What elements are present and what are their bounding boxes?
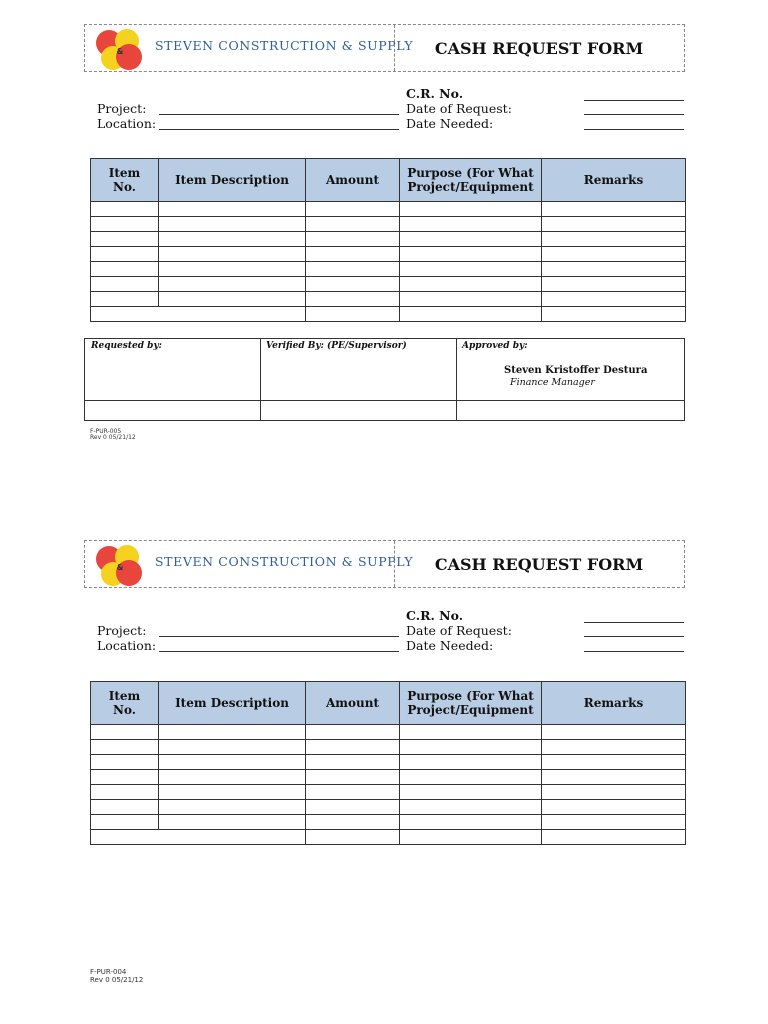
cell-amount[interactable] <box>306 770 400 785</box>
cell-purpose[interactable] <box>400 725 542 740</box>
cell-purpose[interactable] <box>400 232 542 247</box>
table-row <box>91 217 686 232</box>
table-row <box>91 785 686 800</box>
table-row <box>91 740 686 755</box>
cell-purpose[interactable] <box>400 217 542 232</box>
header-item-description: Item Description <box>159 682 306 725</box>
cell-amount[interactable] <box>306 725 400 740</box>
cell-description[interactable] <box>159 217 306 232</box>
table-row <box>91 262 686 277</box>
cell-item-no[interactable] <box>91 262 159 277</box>
location-field[interactable] <box>159 651 399 652</box>
date-of-request-label: Date of Request: <box>406 101 512 116</box>
cell-item-no[interactable] <box>91 815 159 830</box>
cell-item-no[interactable] <box>91 725 159 740</box>
cr-no-label: C.R. No. <box>406 86 464 101</box>
header-item-no: Item No. <box>91 682 159 725</box>
table-header-row <box>91 682 686 725</box>
project-field[interactable] <box>159 114 399 115</box>
total-row <box>91 830 686 845</box>
date-needed-label: Date Needed: <box>406 116 494 131</box>
cell-total-remarks <box>542 307 686 322</box>
header-purpose: Purpose (For What Project/Equipment <box>400 159 542 202</box>
signature-block <box>84 338 685 421</box>
cell-description[interactable] <box>159 232 306 247</box>
cell-item-no[interactable] <box>91 217 159 232</box>
cell-remarks[interactable] <box>542 217 686 232</box>
table-row <box>91 755 686 770</box>
table-row <box>91 277 686 292</box>
location-label: Location: <box>97 638 157 653</box>
cell-purpose[interactable] <box>400 262 542 277</box>
date-needed-field[interactable] <box>584 129 684 130</box>
project-label: Project: <box>97 623 147 638</box>
approver-name: Steven Kristoffer Destura <box>504 365 648 376</box>
cell-total-label <box>91 830 306 845</box>
svg-text:&: & <box>116 47 124 56</box>
cell-amount[interactable] <box>306 262 400 277</box>
header-amount: Amount <box>306 159 400 202</box>
cell-purpose[interactable] <box>400 770 542 785</box>
verified-by-label: Verified By: (PE/Supervisor) <box>266 341 407 351</box>
cell-amount[interactable] <box>306 785 400 800</box>
cell-remarks[interactable] <box>542 202 686 217</box>
cell-amount[interactable] <box>306 292 400 307</box>
cell-description[interactable] <box>159 247 306 262</box>
cell-purpose[interactable] <box>400 202 542 217</box>
cell-remarks[interactable] <box>542 740 686 755</box>
sig-line <box>85 400 684 401</box>
cell-amount[interactable] <box>306 755 400 770</box>
company-logo <box>91 27 149 71</box>
form-title: CASH REQUEST FORM <box>434 39 644 58</box>
cell-remarks[interactable] <box>542 770 686 785</box>
table-header-row <box>91 159 686 202</box>
approver-title: Finance Manager <box>510 377 595 388</box>
cell-purpose[interactable] <box>400 755 542 770</box>
company-name: STEVEN CONSTRUCTION & SUPPLY <box>155 554 414 569</box>
table-row <box>91 815 686 830</box>
cell-purpose[interactable] <box>400 800 542 815</box>
cell-total-amount[interactable] <box>306 307 400 322</box>
cell-amount[interactable] <box>306 277 400 292</box>
header-remarks: Remarks <box>542 682 686 725</box>
cell-amount[interactable] <box>306 800 400 815</box>
cell-item-no[interactable] <box>91 202 159 217</box>
cr-no-field[interactable] <box>584 100 684 101</box>
cell-purpose[interactable] <box>400 247 542 262</box>
cell-total-purpose <box>400 307 542 322</box>
company-logo <box>91 543 149 587</box>
items-table <box>90 681 686 845</box>
cell-total-amount[interactable] <box>306 830 400 845</box>
total-row <box>91 307 686 322</box>
approved-by-label: Approved by: <box>462 341 528 351</box>
cell-remarks[interactable] <box>542 815 686 830</box>
cell-remarks[interactable] <box>542 755 686 770</box>
table-row <box>91 770 686 785</box>
cell-item-no[interactable] <box>91 232 159 247</box>
cell-description[interactable] <box>159 202 306 217</box>
cell-remarks[interactable] <box>542 800 686 815</box>
cell-purpose[interactable] <box>400 277 542 292</box>
date-of-request-field[interactable] <box>584 636 684 637</box>
cell-item-no[interactable] <box>91 755 159 770</box>
cell-amount[interactable] <box>306 202 400 217</box>
items-table <box>90 158 686 322</box>
table-row <box>91 800 686 815</box>
cell-amount[interactable] <box>306 815 400 830</box>
location-label: Location: <box>97 116 157 131</box>
form-code: F-PUR-004 Rev 0 05/21/12 <box>90 968 144 984</box>
cr-no-label: C.R. No. <box>406 608 464 623</box>
table-row <box>91 292 686 307</box>
cell-purpose[interactable] <box>400 785 542 800</box>
cell-item-no[interactable] <box>91 740 159 755</box>
cell-description[interactable] <box>159 755 306 770</box>
header-amount: Amount <box>306 682 400 725</box>
cr-no-field[interactable] <box>584 622 684 623</box>
date-of-request-field[interactable] <box>584 114 684 115</box>
sig-divider <box>456 339 457 420</box>
cell-total-remarks <box>542 830 686 845</box>
form-title: CASH REQUEST FORM <box>434 555 644 574</box>
sig-divider <box>260 339 261 420</box>
form-header <box>84 540 685 588</box>
company-name: STEVEN CONSTRUCTION & SUPPLY <box>155 38 414 53</box>
cell-item-no[interactable] <box>91 770 159 785</box>
cell-description[interactable] <box>159 292 306 307</box>
cell-description[interactable] <box>159 740 306 755</box>
form-code: F-PUR-005 Rev 0 05/21/12 <box>90 428 136 441</box>
cell-remarks[interactable] <box>542 785 686 800</box>
table-row <box>91 725 686 740</box>
project-label: Project: <box>97 101 147 116</box>
header-item-no: Item No. <box>91 159 159 202</box>
table-row <box>91 232 686 247</box>
cell-remarks[interactable] <box>542 262 686 277</box>
svg-text:&: & <box>116 563 124 572</box>
cell-description[interactable] <box>159 770 306 785</box>
cell-remarks[interactable] <box>542 277 686 292</box>
cell-amount[interactable] <box>306 217 400 232</box>
cell-amount[interactable] <box>306 247 400 262</box>
header-item-description: Item Description <box>159 159 306 202</box>
cell-item-no[interactable] <box>91 800 159 815</box>
form-header <box>84 24 685 72</box>
cell-total-label <box>91 307 306 322</box>
table-row <box>91 247 686 262</box>
cell-remarks[interactable] <box>542 232 686 247</box>
cell-remarks[interactable] <box>542 292 686 307</box>
cell-item-no[interactable] <box>91 292 159 307</box>
cell-description[interactable] <box>159 262 306 277</box>
requested-by-label: Requested by: <box>91 341 162 351</box>
cell-item-no[interactable] <box>91 785 159 800</box>
date-needed-field[interactable] <box>584 651 684 652</box>
cell-amount[interactable] <box>306 740 400 755</box>
cell-purpose[interactable] <box>400 292 542 307</box>
project-field[interactable] <box>159 636 399 637</box>
cell-item-no[interactable] <box>91 277 159 292</box>
date-needed-label: Date Needed: <box>406 638 494 653</box>
cell-description[interactable] <box>159 785 306 800</box>
date-of-request-label: Date of Request: <box>406 623 512 638</box>
cell-remarks[interactable] <box>542 725 686 740</box>
cell-purpose[interactable] <box>400 740 542 755</box>
table-row <box>91 202 686 217</box>
cell-purpose[interactable] <box>400 815 542 830</box>
header-purpose: Purpose (For What Project/Equipment <box>400 682 542 725</box>
cell-amount[interactable] <box>306 232 400 247</box>
cell-description[interactable] <box>159 815 306 830</box>
cell-total-purpose <box>400 830 542 845</box>
cell-item-no[interactable] <box>91 247 159 262</box>
cell-remarks[interactable] <box>542 247 686 262</box>
cell-description[interactable] <box>159 725 306 740</box>
location-field[interactable] <box>159 129 399 130</box>
header-remarks: Remarks <box>542 159 686 202</box>
cell-description[interactable] <box>159 800 306 815</box>
cell-description[interactable] <box>159 277 306 292</box>
